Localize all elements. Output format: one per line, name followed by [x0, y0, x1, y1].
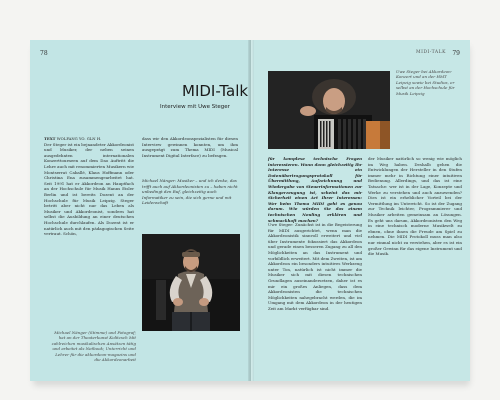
interview-answer-2: der Musiker natürlich so wenig wie möglich im Weg haben. Deshalb gehen die Entwicklungen der Hersteller in den Stufen immer mehr in Richtung einer intuitiven Bedienung. Allerdings, und das ist eine Tatsache: wer ist in der Lage, Konzepte und Werke zu verstehen und auch anzuwenden? Dies ist ein erheblicher Vorteil bei der Vermittlung im Unterricht. So ist der Zugang zur Technik leichter, Programmierer und Musiker arbeiten gemeinsam an Lösungen. Es geht uns darum, Akkordeonisten den Weg in eine technisch moderne Musikwelt zu ebnen, ohne ihnen die Freude am Spiel zu nehmen. Die MIDI Protokoll muss man also nur einmal nicht zu verstehen, aber es ist ein großer Gewinn für das eigene Instrument und die Musik.	[368, 156, 462, 257]
byline-label: TEXT	[44, 136, 56, 141]
page-number-right: 79	[452, 50, 460, 57]
accordion-photo	[268, 71, 390, 149]
page-gutter	[248, 40, 254, 381]
article-subtitle: Interview mit Uwe Steger	[160, 104, 230, 110]
interview-question-continued: für komplexe technische Fragen interessieren. Wann dann gleichzeitig Ihr Interesse ein Datenübertragungsprotokoll für Übermittlung, Aufzeichnung und Wiedergabe von Steuerinformationen zur Klangerzeugung ist, scheint das mir Sicherheit einen Art Ihrer Interessen: Wer beim Thema MIDI geht es genau darum. Wie würden Sie das einem technischen Neuling erklären und schmackhaft machen?	[268, 156, 362, 223]
interview-answer: Uwe Steger: Zunächst ist in die Begeisterung für MIDI ausgerichtet, wenn man die Akkordeonistik sinnvoll erweitert und viel über Instrumente fokussiert das Akkordeon und gerade einen besseren Zugang zu all den Möglichkeiten an das Instrument und vorbildlich erweitert. Mit dem Zweiten, ist am Akkordeon ein besonders intuitives Werkzeug unter Ton, natürlich ist nicht immer die Musiker sich mit diesen technischen Grundlagen auseinandersetzen, daher ist es mir ein großes Anliegen, dass dem Akkordeonisten die technischen Möglichkeiten nahegebracht werden, die im Umgang mit dem Akkordeon in der heutigen Zeit am Markt verfügbar sind.	[268, 222, 362, 311]
accordion-player-illustration	[268, 71, 390, 149]
byline-name: WOLFANG YO. GLN H.	[56, 136, 102, 141]
portrait-photo	[142, 234, 240, 331]
interview-question: Michael Nänger: Musiker – und ich denke, das trifft auch auf Akkordeonisten zu – haben nicht unbedingt den Ruf, gleichzeitig auch Informatiker zu sein, die sich gerne und mit Leidenschaft	[142, 178, 238, 206]
photo-caption-right: Uwe Steger bei Akkordeon-Konzert und an der HMT Leipzig sowie bei Studios, er selbst an der Hochschule für Musik Leipzig	[396, 69, 455, 96]
running-head: MIDI-TALK	[416, 50, 446, 55]
intro-column	[44, 136, 134, 286]
article-title: MIDI-Talk	[182, 82, 249, 100]
right-page	[250, 40, 470, 381]
seated-man-illustration	[142, 234, 240, 331]
page-number-left: 78	[40, 50, 48, 57]
intro-text-2: dass wir den Akkordeonspezialisten für diesen Interview gewinnen konnten, um ihm ausgeprägt zum Thema MIDI (Musical Instrument Digital Interface) zu befragen.	[142, 136, 238, 158]
left-page	[30, 40, 250, 381]
photo-caption-left: Michael Nänger (Stimme) und Fotograf; hat an der Theaterkunst Kolitzsch Mit zahlreichen musikalischen Ansätzen tätig und arbeitet als Netbook; Unterricht und Lehrer für die akkordeon-magazins und die Akkordeonarbeit	[51, 330, 136, 363]
intro-text: Der Steger ist ein bejnandeter Akkordeonist und Musiker, der neben seinen ausgedehnten internationalen Konzerttourneen auf dem Dao Auftritt die Lehre auch mit renommierten Musikern wie Montserrat Caballé, Klaus Hoffmann oder Christina Ena zusammengearbeitet hat. Seit 1991 hat er Akkordeon an Hauptfach an der Hochschule für Musik Hanns Eisler Berlin und ist bereits Dozent an der Hochschule für Musik Leipzig. Steger betritt aber nicht nur das Leben als Musiker und Akkordeonist, sondern hat selbst die Ausbildung an einer deutschen Hochschule durchlaufen. Als Dozent ist er natürlich auch mit den pädagogischen Seite vertraut. Schön,	[44, 141, 135, 237]
magazine-spread	[30, 40, 470, 381]
intro-column-2	[142, 136, 238, 174]
